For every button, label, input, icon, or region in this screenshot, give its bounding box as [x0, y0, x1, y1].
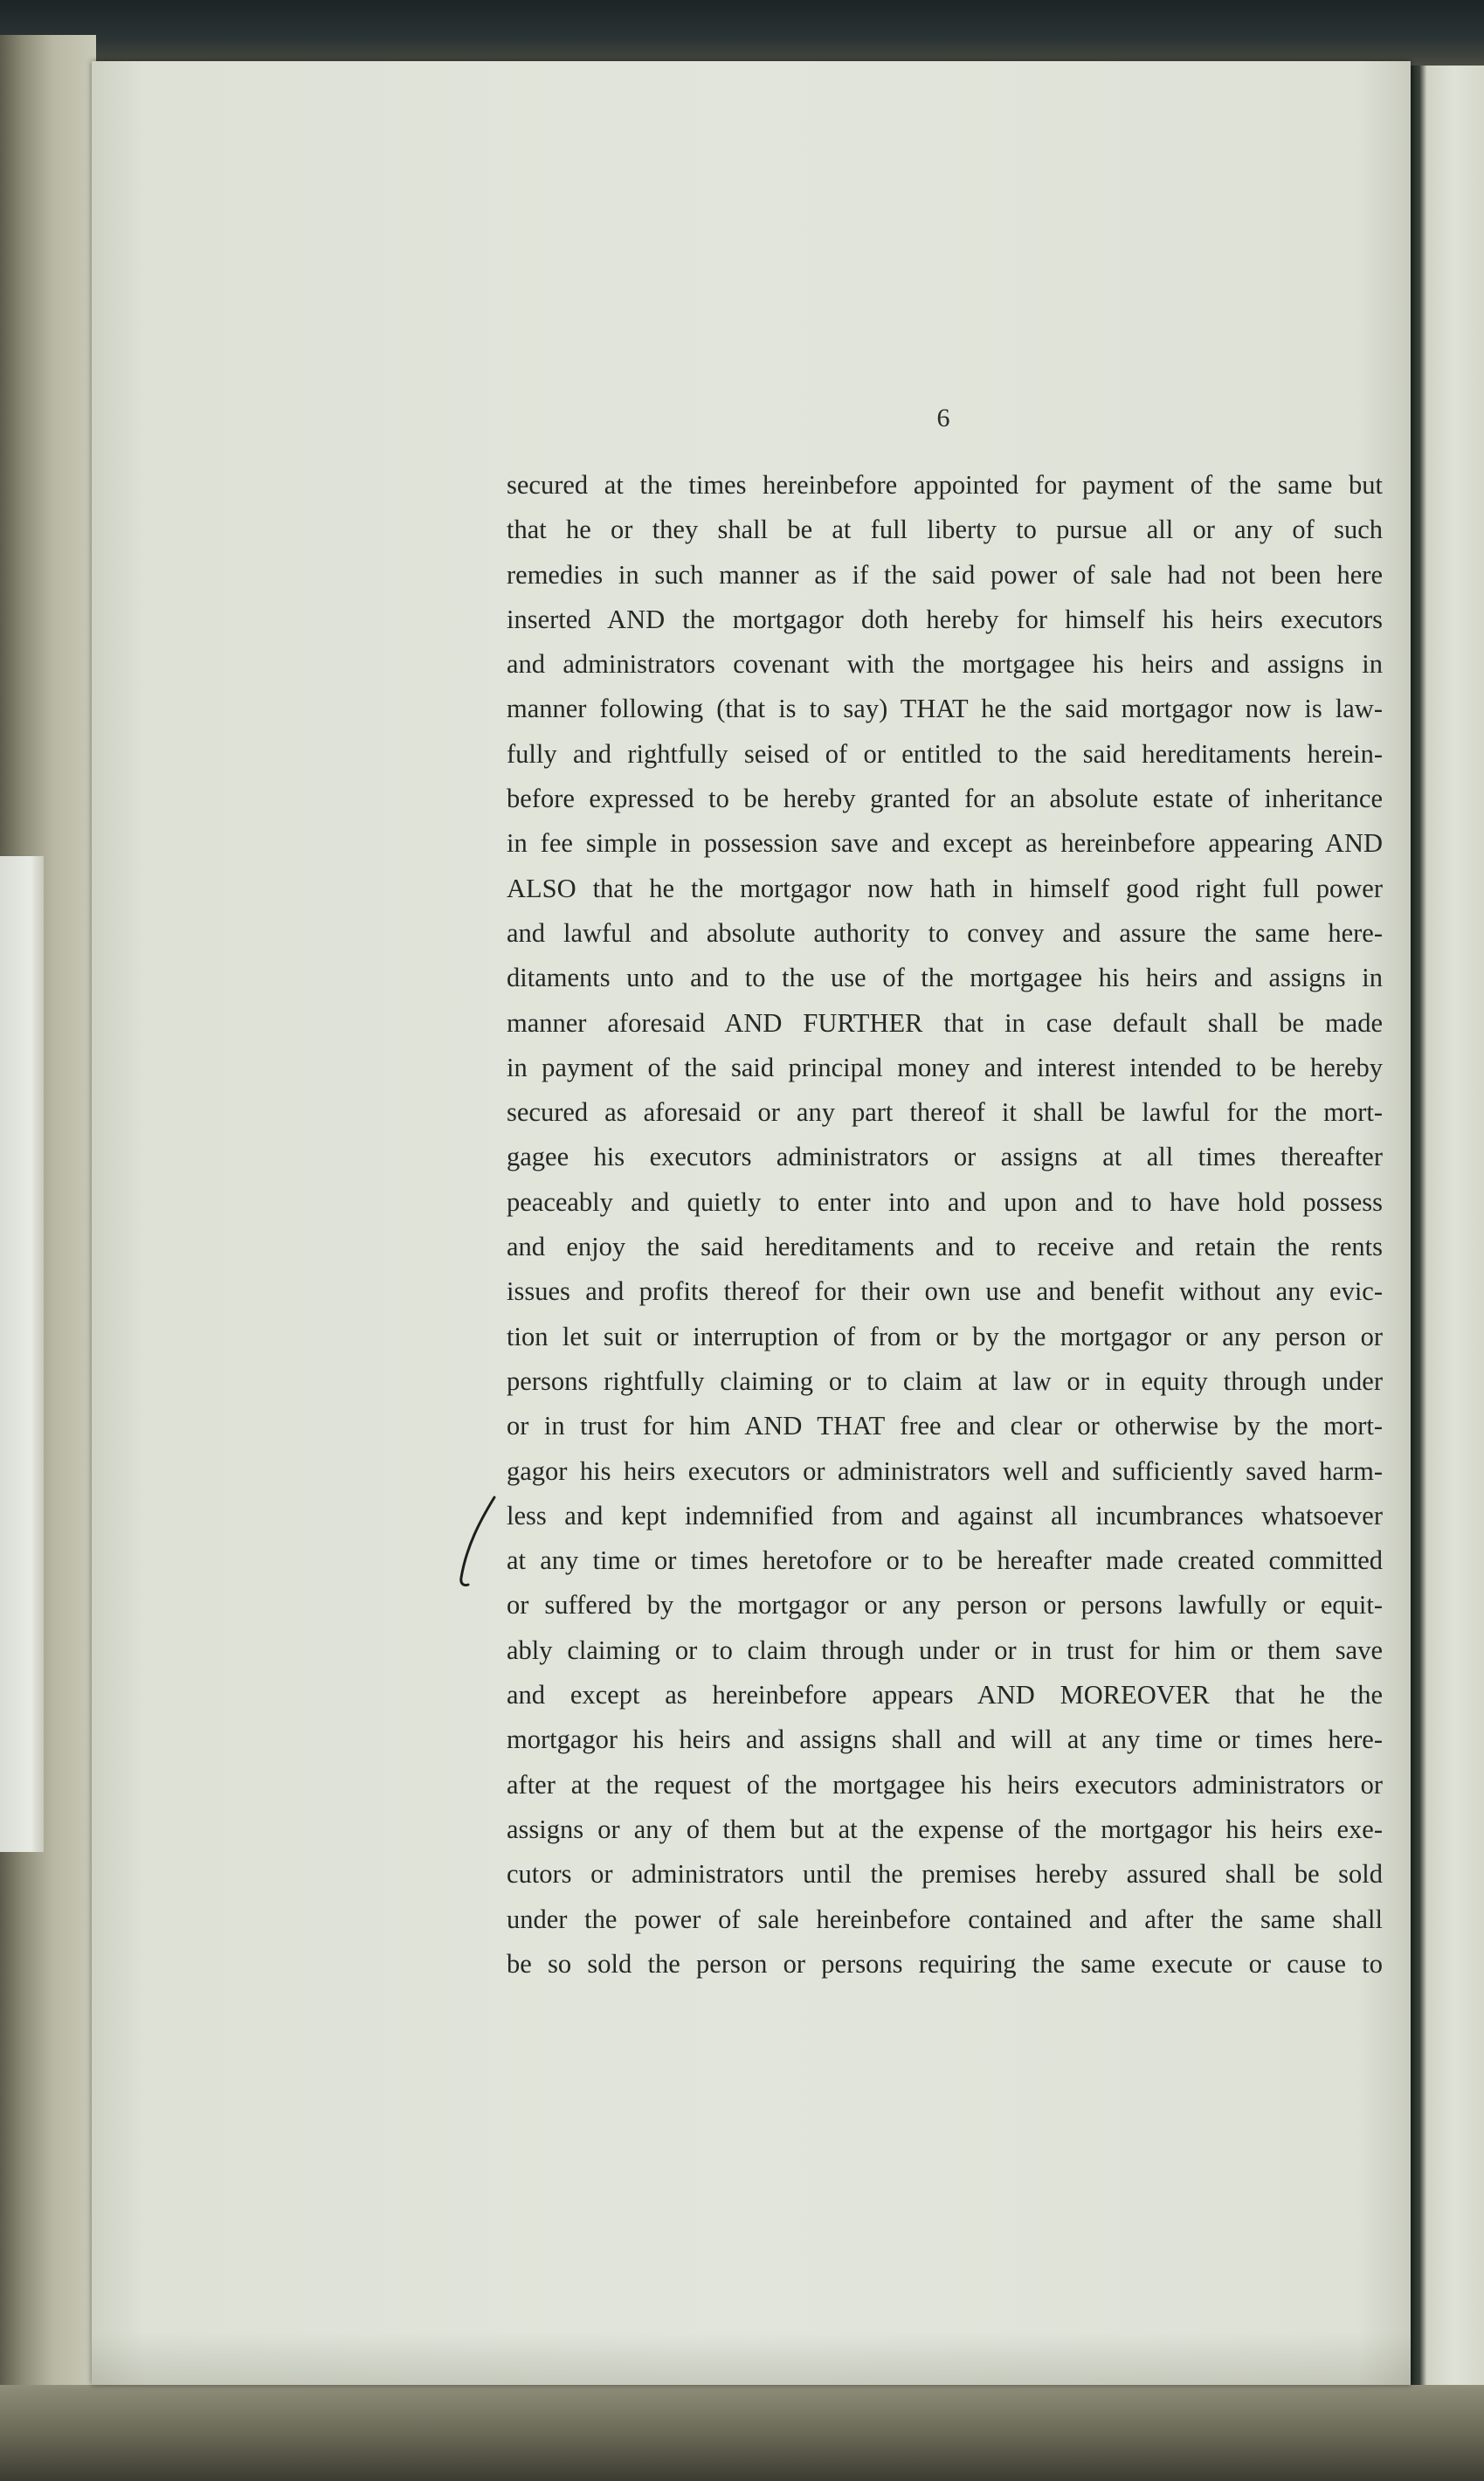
- text-line: gagee his executors administrators or assigns at all times thereafter: [507, 1142, 1383, 1172]
- text-line: at any time or times heretofore or to be hereafter made created committed: [507, 1545, 1383, 1576]
- page-shadow: [92, 2332, 1411, 2385]
- text-line: that he or they shall be at full liberty to pursue all or any of such: [507, 515, 1383, 545]
- text-line: secured as aforesaid or any part thereof it shall be lawful for the mort-: [507, 1097, 1383, 1128]
- body-text: [507, 463, 1383, 1987]
- text-line: cutors or administrators until the premises hereby assured shall be sold: [507, 1859, 1383, 1890]
- text-line: fully and rightfully seised of or entitled to the said hereditaments herein-: [507, 738, 1383, 769]
- text-line: and lawful and absolute authority to convey and assure the same here-: [507, 917, 1383, 948]
- text-line: mortgagor his heirs and assigns shall and will at any time or times here-: [507, 1724, 1383, 1755]
- text-line: ALSO that he the mortgagor now hath in himself good right full power: [507, 873, 1383, 903]
- text-line: secured at the times hereinbefore appointed for payment of the same but: [507, 470, 1383, 500]
- text-line: before expressed to be hereby granted for an absolute estate of inheritance: [507, 784, 1383, 814]
- text-line: peaceably and quietly to enter into and upon and to have hold possess: [507, 1186, 1383, 1217]
- text-line: and administrators covenant with the mortgagee his heirs and assigns in: [507, 649, 1383, 680]
- text-line: and enjoy the said hereditaments and to receive and retain the rents: [507, 1232, 1383, 1262]
- text-line: and except as hereinbefore appears AND MOREOVER that he the: [507, 1680, 1383, 1710]
- text-line: issues and profits thereof for their own use and benefit without any evic-: [507, 1276, 1383, 1307]
- text-line: remedies in such manner as if the said power of sale had not been here: [507, 559, 1383, 590]
- left-page-fold: [0, 856, 44, 1852]
- text-line: or suffered by the mortgagor or any person or persons lawfully or equit-: [507, 1590, 1383, 1621]
- text-line: persons rightfully claiming or to claim at law or in equity through under: [507, 1365, 1383, 1396]
- text-line: after at the request of the mortgagee his heirs executors administrators or: [507, 1769, 1383, 1800]
- text-line: gagor his heirs executors or administrators well and sufficiently saved harm-: [507, 1455, 1383, 1486]
- text-line: or in trust for him AND THAT free and clear or otherwise by the mort-: [507, 1411, 1383, 1441]
- bottom-book-edge: [0, 2385, 1484, 2481]
- text-line: less and kept indemnified from and against all incumbrances whatsoever: [507, 1500, 1383, 1531]
- text-line: inserted AND the mortgagor doth hereby for himself his heirs executors: [507, 604, 1383, 634]
- text-line: ditaments unto and to the use of the mortgagee his heirs and assigns in: [507, 963, 1383, 993]
- page-number: 6: [936, 404, 950, 432]
- text-line: ably claiming or to claim through under or in trust for him or them save: [507, 1634, 1383, 1665]
- text-line: in fee simple in possession save and except as hereinbefore appearing AND: [507, 828, 1383, 859]
- text-line: under the power of sale hereinbefore contained and after the same shall: [507, 1904, 1383, 1934]
- right-facing-page-edge: [1411, 66, 1484, 2424]
- pencil-margin-mark: [454, 1494, 498, 1590]
- text-line: assigns or any of them but at the expense of the mortgagor his heirs exe-: [507, 1814, 1383, 1844]
- text-line: be so sold the person or persons requiring the same execute or cause to: [507, 1948, 1383, 1979]
- text-line: in payment of the said principal money and interest intended to be hereby: [507, 1052, 1383, 1082]
- text-line: manner following (that is to say) THAT he the said mortgagor now is law-: [507, 694, 1383, 724]
- text-line: tion let suit or interruption of from or by the mortgagor or any person or: [507, 1321, 1383, 1351]
- text-line: manner aforesaid AND FURTHER that in case default shall be made: [507, 1007, 1383, 1038]
- top-book-edge: [0, 0, 1484, 66]
